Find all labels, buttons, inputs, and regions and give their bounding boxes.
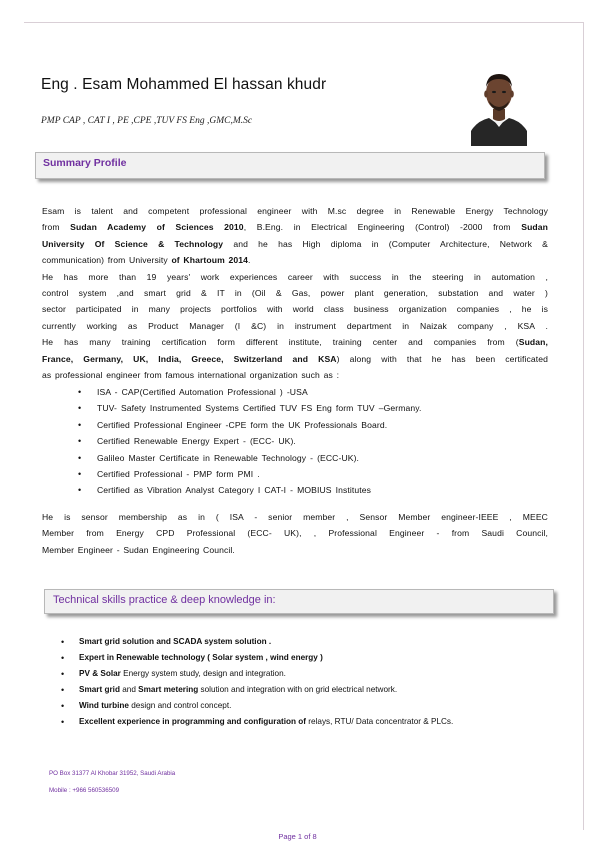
skill-item (64, 666, 453, 682)
certification-item: • TUV- Safety Instrumented Systems Certified TUV FS Eng form TUV –Germany. (79, 400, 422, 416)
text-segment: He has many training certification form different institute, training center and companies from ( (42, 337, 519, 348)
text-segment: France, Germany, UK, India, Greece, Switzerland and KSA (42, 353, 337, 364)
text-segment: communication) from University (42, 255, 172, 266)
certification-item: • Galileo Master Certificate in Renewable Technology - (ECC-UK). (79, 450, 422, 466)
text-segment: Sudan, (518, 337, 548, 348)
skills-list (64, 634, 453, 730)
certification-list (79, 384, 422, 499)
text-segment: Expert in Renewable technology ( Solar system , wind energy ) (79, 653, 323, 662)
summary-line (42, 318, 548, 334)
skill-item (64, 650, 453, 666)
text-segment: Sudan (521, 222, 548, 233)
summary-line (42, 269, 548, 285)
summary-line (42, 351, 548, 367)
profile-photo (471, 65, 527, 146)
skill-item (64, 714, 453, 730)
text-segment: . (248, 255, 251, 266)
text-segment: PV & Solar (79, 669, 121, 678)
summary-paragraph (42, 203, 548, 383)
text-segment: ) along with that he has been certificated (336, 353, 549, 364)
text-segment: He has more than 19 years' work experiences career with success in the steering in automation , (42, 271, 548, 282)
footer-mobile: Mobile : +966 560536509 (49, 787, 120, 794)
text-segment: Sudan Academy of Sciences 2010 (70, 222, 244, 233)
membership-line: He is sensor membership as in ( ISA - senior member , Sensor Member engineer-IEEE , MEEC (42, 512, 548, 522)
skills-section-header (44, 589, 554, 614)
text-segment: Smart grid solution and SCADA system solution . (79, 637, 272, 646)
text-segment: sector participated in many projects portfolios with world class business organization companies , he is (42, 304, 548, 315)
summary-line (42, 203, 548, 219)
skill-item (64, 698, 453, 714)
summary-line (42, 252, 548, 268)
membership-paragraph (42, 509, 548, 558)
summary-line (42, 219, 548, 235)
certification-item: • Certified Renewable Energy Expert - (ECC- UK). (79, 433, 422, 449)
text-segment: currently working as Product Manager (I &C) in instrument department in Naizak company , KSA . (42, 320, 548, 331)
text-segment: Esam is talent and competent professional engineer with M.sc degree in Renewable Energy Technology (42, 206, 548, 216)
text-segment: Energy system study, design and integration. (120, 669, 286, 678)
text-segment: as professional engineer from famous international organization such as : (42, 370, 340, 381)
skill-item (64, 682, 453, 698)
text-segment: , B.Eng. in Electrical Engineering (Control) -2000 from (243, 222, 522, 233)
text-segment: and (119, 685, 139, 694)
text-segment: relays, RTU/ Data concentrator & PLCs. (306, 717, 454, 726)
certification-item: • Certified Professional - PMP form PMI . (79, 466, 422, 482)
text-segment: Smart metering (138, 685, 199, 694)
skill-item (64, 634, 453, 650)
text-segment: and he has High diploma in (Computer Architecture, Network & (223, 238, 548, 249)
page-number: Page 1 of 8 (278, 832, 317, 841)
summary-line (42, 334, 548, 350)
text-segment: Wind turbine (79, 701, 129, 710)
text-segment: Excellent experience in programming and configuration of (79, 717, 307, 726)
membership-line: Member Engineer - Sudan Engineering Council. (42, 544, 235, 555)
membership-line: Member from Energy CPD Professional (ECC- UK), , Professional Engineer - from Saudi Council, (42, 528, 548, 539)
summary-line (42, 285, 548, 301)
summary-line (42, 367, 548, 383)
text-segment: University Of Science & Technology (42, 238, 224, 249)
summary-line (42, 301, 548, 317)
skills-section-title: Technical skills practice & deep knowledge in: (53, 594, 276, 606)
footer-address: PO Box 31377 Al Khobar 31952, Saudi Arabia (49, 770, 176, 777)
text-segment: of Khartoum 2014 (171, 255, 249, 266)
certification-item: • Certified as Vibration Analyst Category I CAT-I - MOBIUS Institutes (79, 482, 422, 498)
credentials-subtitle: PMP CAP , CAT I , PE ,CPE ,TUV FS Eng ,GMC,M.Sc (41, 116, 253, 126)
text-segment: solution and integration with on grid electrical network. (198, 685, 398, 694)
text-segment: design and control concept. (128, 701, 232, 710)
summary-line (42, 236, 548, 252)
text-segment: control system ,and smart grid & IT in (Oil & Gas, power plant generation, substation and water ) (42, 288, 548, 299)
certification-item: • Certified Professional Engineer -CPE form the UK Professionals Board. (79, 417, 422, 433)
summary-section-header (35, 152, 545, 179)
summary-section-title: Summary Profile (43, 157, 127, 169)
text-segment: Smart grid (79, 685, 120, 694)
certification-item: • ISA - CAP(Certified Automation Professional ) -USA (79, 384, 422, 400)
text-segment: from (42, 222, 71, 233)
candidate-name: Eng . Esam Mohammed El hassan khudr (41, 76, 327, 93)
